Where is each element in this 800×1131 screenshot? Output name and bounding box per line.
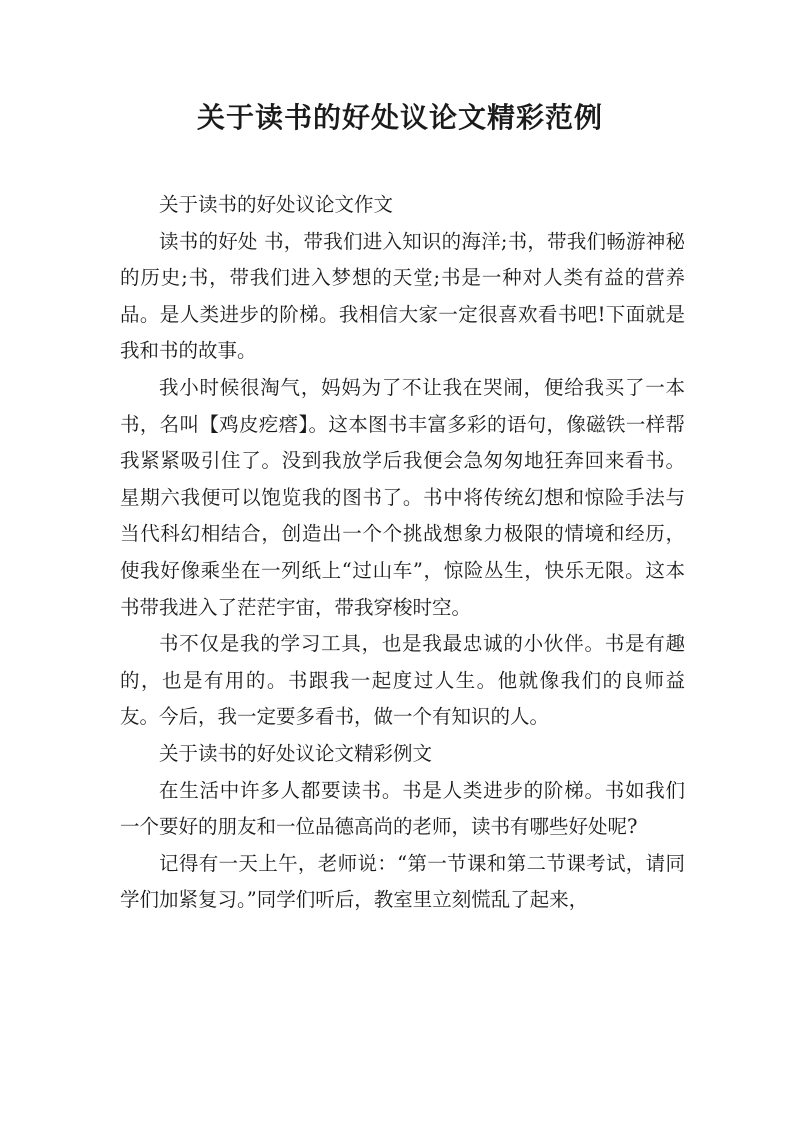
document-body	[120, 187, 685, 919]
paragraph-3: 书不仅是我的学习工具，也是我最忠诚的小伙伴。书是有趣的，也是有用的。书跟我一起度过人生。他就像我们的良师益友。今后，我一定要多看书，做一个有知识的人。	[120, 632, 685, 729]
document-title: 关于读书的好处议论文精彩范例	[196, 101, 603, 134]
paragraph-2: 我小时候很淘气，妈妈为了不让我在哭闹，便给我买了一本书，名叫【鸡皮疙瘩】。这本图书丰富多彩的语句，像磁铁一样帮我紧紧吸引住了。没到我放学后我便会急匆匆地狂奔回来看书。星期六我便可以饱览我的图书了。书中将传统幻想和惊险手法与当代科幻相结合，创造出一个个挑战想象力极限的情境和经历，使我好像乘坐在一列纸上“过山车”，惊险丛生，快乐无限。这本书带我进入了茫茫宇宙，带我穿梭时空。	[120, 375, 685, 619]
section-heading-2: 关于读书的好处议论文精彩例文	[159, 741, 433, 765]
paragraph-4: 在生活中许多人都要读书。书是人类进步的阶梯。书如我们一个要好的朋友和一位品德高尚的老师，读书有哪些好处呢?	[120, 778, 685, 839]
section-heading-1: 关于读书的好处议论文作文	[159, 193, 394, 216]
paragraph-5: 记得有一天上午，老师说：“第一节课和第二节课考试，请同学们加紧复习。”同学们听后，教室里立刻慌乱了起来，	[120, 851, 685, 912]
paragraph-1: 读书的好处 书，带我们进入知识的海洋;书，带我们畅游神秘的历史;书，带我们进入梦想的天堂;书是一种对人类有益的营养品。是人类进步的阶梯。我相信大家一定很喜欢看书吧!下面就是我和书的故事。	[120, 229, 685, 363]
